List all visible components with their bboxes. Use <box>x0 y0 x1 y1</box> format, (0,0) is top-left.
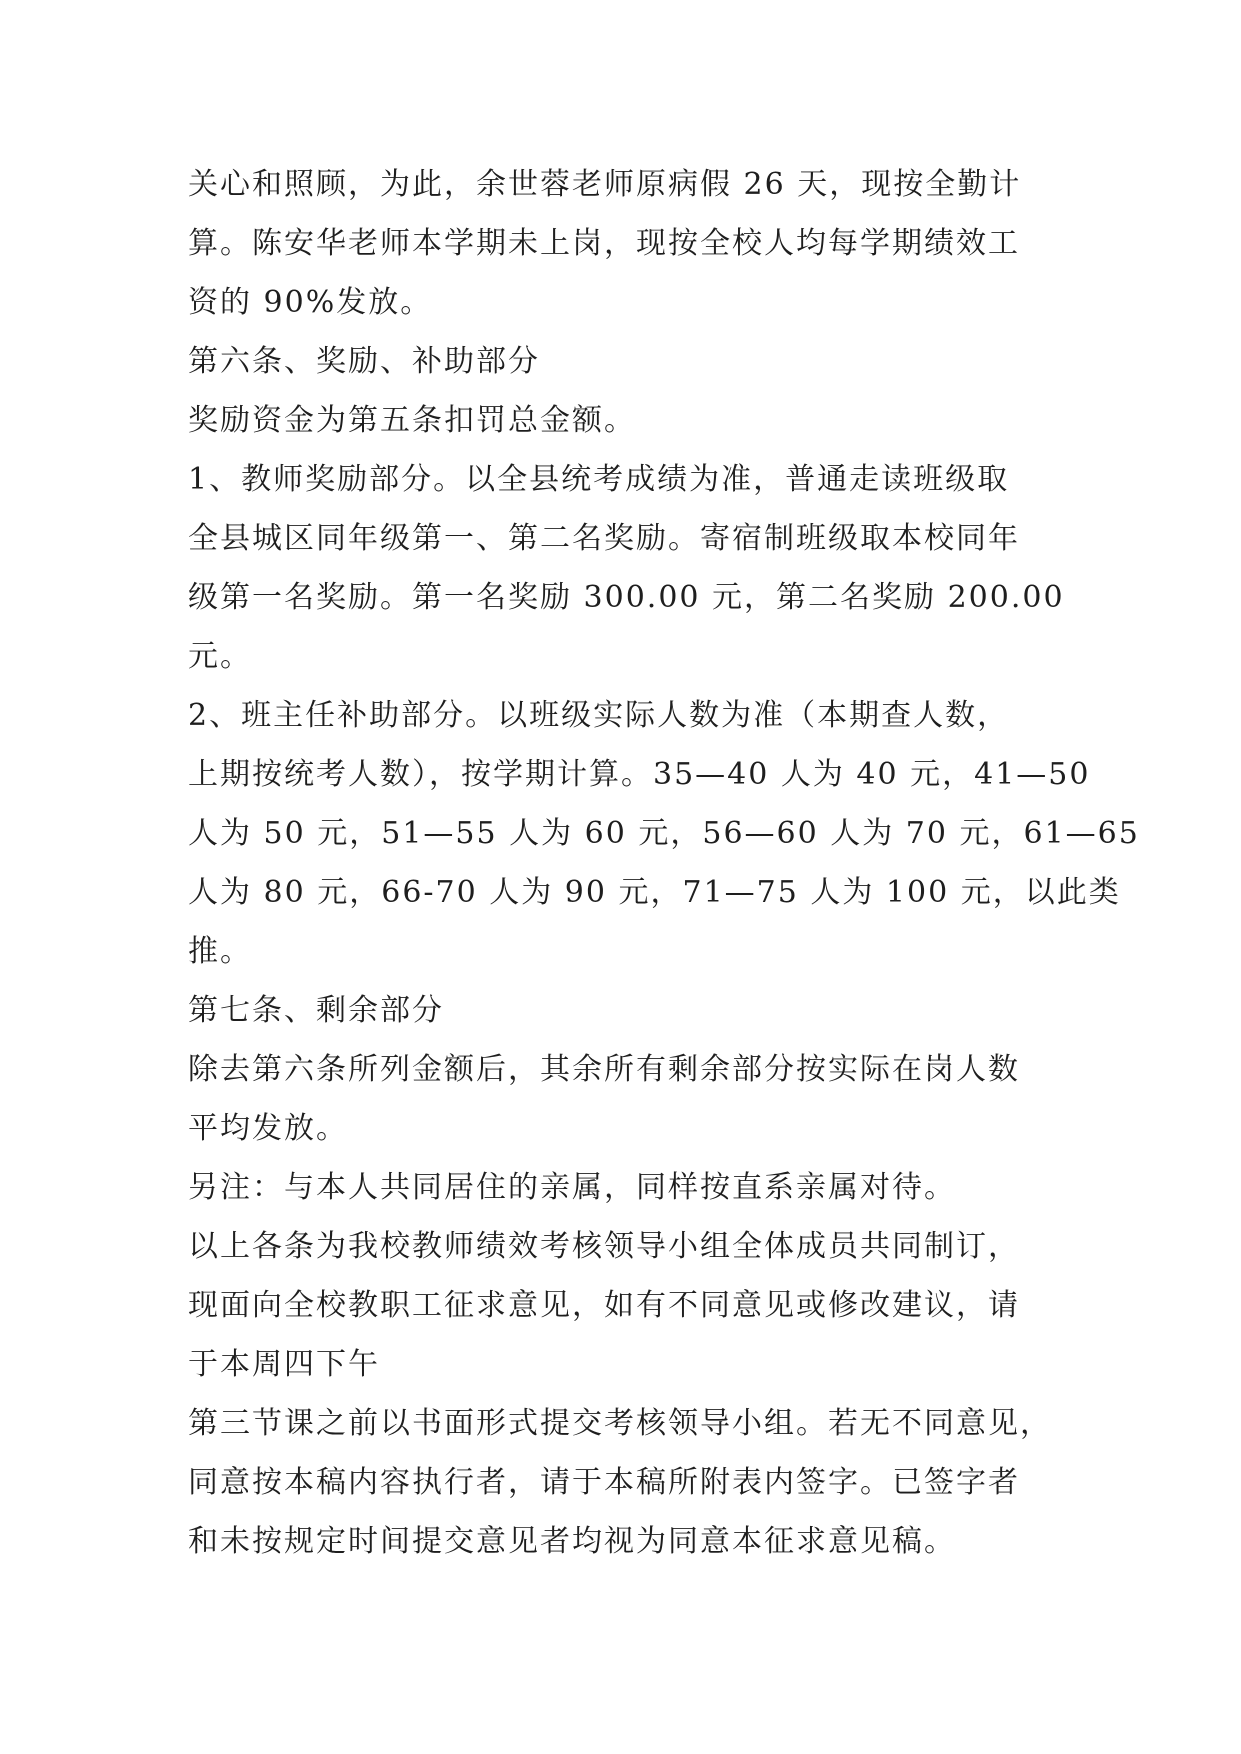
document-page <box>188 155 1140 1571</box>
text-line: 奖励资金为第五条扣罚总金额。 <box>188 403 636 438</box>
note-line: 另注：与本人共同居住的亲属，同样按直系亲属对待。 <box>188 1170 956 1205</box>
text-line: 平均发放。 <box>188 1111 348 1146</box>
text-line: 同意按本稿内容执行者，请于本稿所附表内签字。已签字者 <box>188 1465 1020 1500</box>
section-heading-7: 第七条、剩余部分 <box>188 993 444 1028</box>
text-line: 元。 <box>188 639 252 674</box>
text-line: 资的 90%发放。 <box>188 285 433 320</box>
text-line: 第三节课之前以书面形式提交考核领导小组。若无不同意见， <box>188 1406 1052 1441</box>
text-line: 1、教师奖励部分。以全县统考成绩为准，普通走读班级取 <box>188 462 1010 497</box>
text-line: 和未按规定时间提交意见者均视为同意本征求意见稿。 <box>188 1524 956 1559</box>
text-line: 全县城区同年级第一、第二名奖励。寄宿制班级取本校同年 <box>188 521 1020 556</box>
section-heading-6: 第六条、奖励、补助部分 <box>188 344 540 379</box>
text-line: 级第一名奖励。第一名奖励 300.00 元，第二名奖励 200.00 <box>188 580 1065 615</box>
text-line: 现面向全校教职工征求意见，如有不同意见或修改建议，请 <box>188 1288 1020 1323</box>
text-line: 关心和照顾，为此，余世蓉老师原病假 26 天，现按全勤计 <box>188 167 1022 202</box>
text-line: 上期按统考人数），按学期计算。35—40 人为 40 元，41—50 <box>188 757 1091 792</box>
text-line: 算。陈安华老师本学期未上岗，现按全校人均每学期绩效工 <box>188 226 1020 261</box>
text-line: 人为 50 元，51—55 人为 60 元，56—60 人为 70 元，61—65 <box>188 816 1140 851</box>
text-line: 推。 <box>188 934 252 969</box>
text-line: 于本周四下午 <box>188 1347 380 1382</box>
text-line: 除去第六条所列金额后，其余所有剩余部分按实际在岗人数 <box>188 1052 1020 1087</box>
text-line: 人为 80 元，66-70 人为 90 元，71—75 人为 100 元，以此类 <box>188 875 1121 910</box>
text-line: 2、班主任补助部分。以班级实际人数为准（本期查人数， <box>188 698 1010 733</box>
text-line: 以上各条为我校教师绩效考核领导小组全体成员共同制订， <box>188 1229 1020 1264</box>
